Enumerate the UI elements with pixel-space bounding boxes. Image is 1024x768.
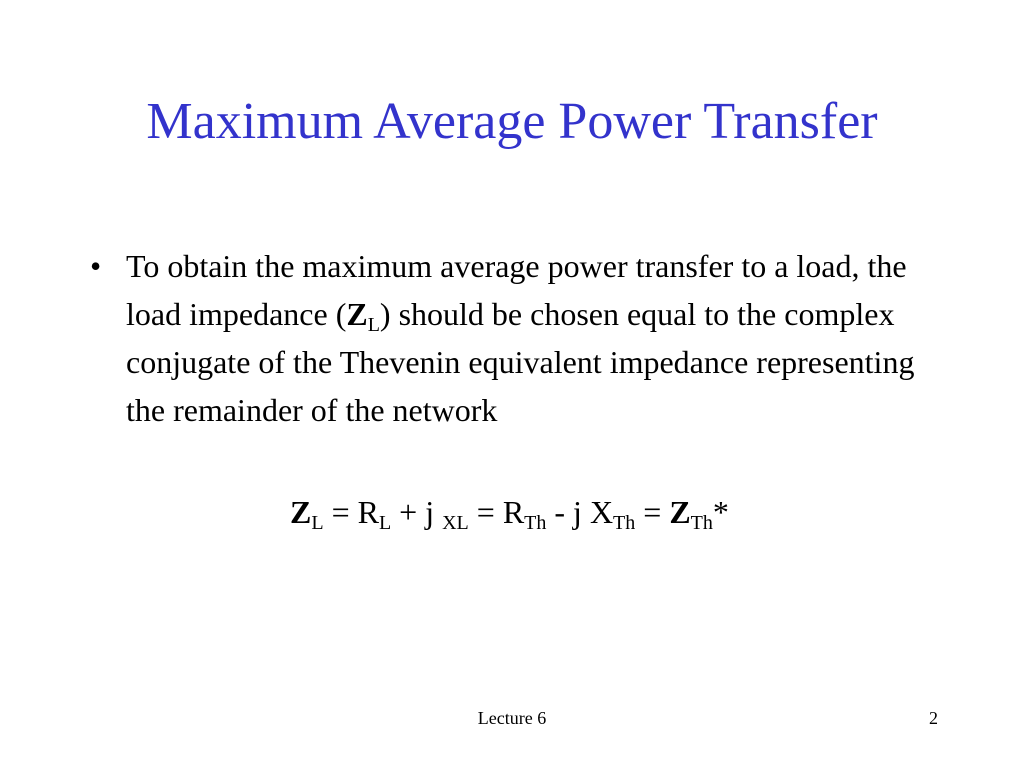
bullet-list [84, 242, 944, 434]
formula-plus-j: + j [391, 494, 443, 530]
impedance-formula [290, 488, 729, 536]
formula-z: Z [290, 494, 312, 530]
formula-conjugate-star: * [712, 494, 729, 530]
formula-eq3: = [635, 494, 670, 530]
slide-title: Maximum Average Power Transfer [146, 93, 878, 150]
formula-minus-j: - j X [546, 494, 614, 530]
bullet-item [84, 242, 944, 434]
bullet-marker: • [90, 248, 102, 284]
formula-eq1: = R [323, 494, 379, 530]
formula-x-sub: XL [442, 512, 469, 534]
formula-z-sub: L [311, 512, 324, 534]
formula-zth-sub: Th [690, 512, 713, 534]
bullet-text-before: To obtain the maximum average power transfer to a load, the load impedance ( [126, 248, 907, 332]
footer-lecture-label: Lecture 6 [477, 708, 547, 728]
bullet-text-after: ) should be chosen equal to the complex conjugate of the Thevenin equivalent impedance representing the remainder of the network [126, 296, 915, 428]
impedance-symbol: Z [346, 296, 368, 332]
footer-page-number: 2 [929, 708, 938, 728]
formula-r-sub: L [378, 512, 392, 534]
formula-rth-sub: Th [524, 512, 547, 534]
formula-xth-sub: Th [613, 512, 636, 534]
formula-zth: Z [669, 494, 691, 530]
formula-eq2: = R [468, 494, 525, 530]
impedance-subscript: L [367, 314, 380, 336]
